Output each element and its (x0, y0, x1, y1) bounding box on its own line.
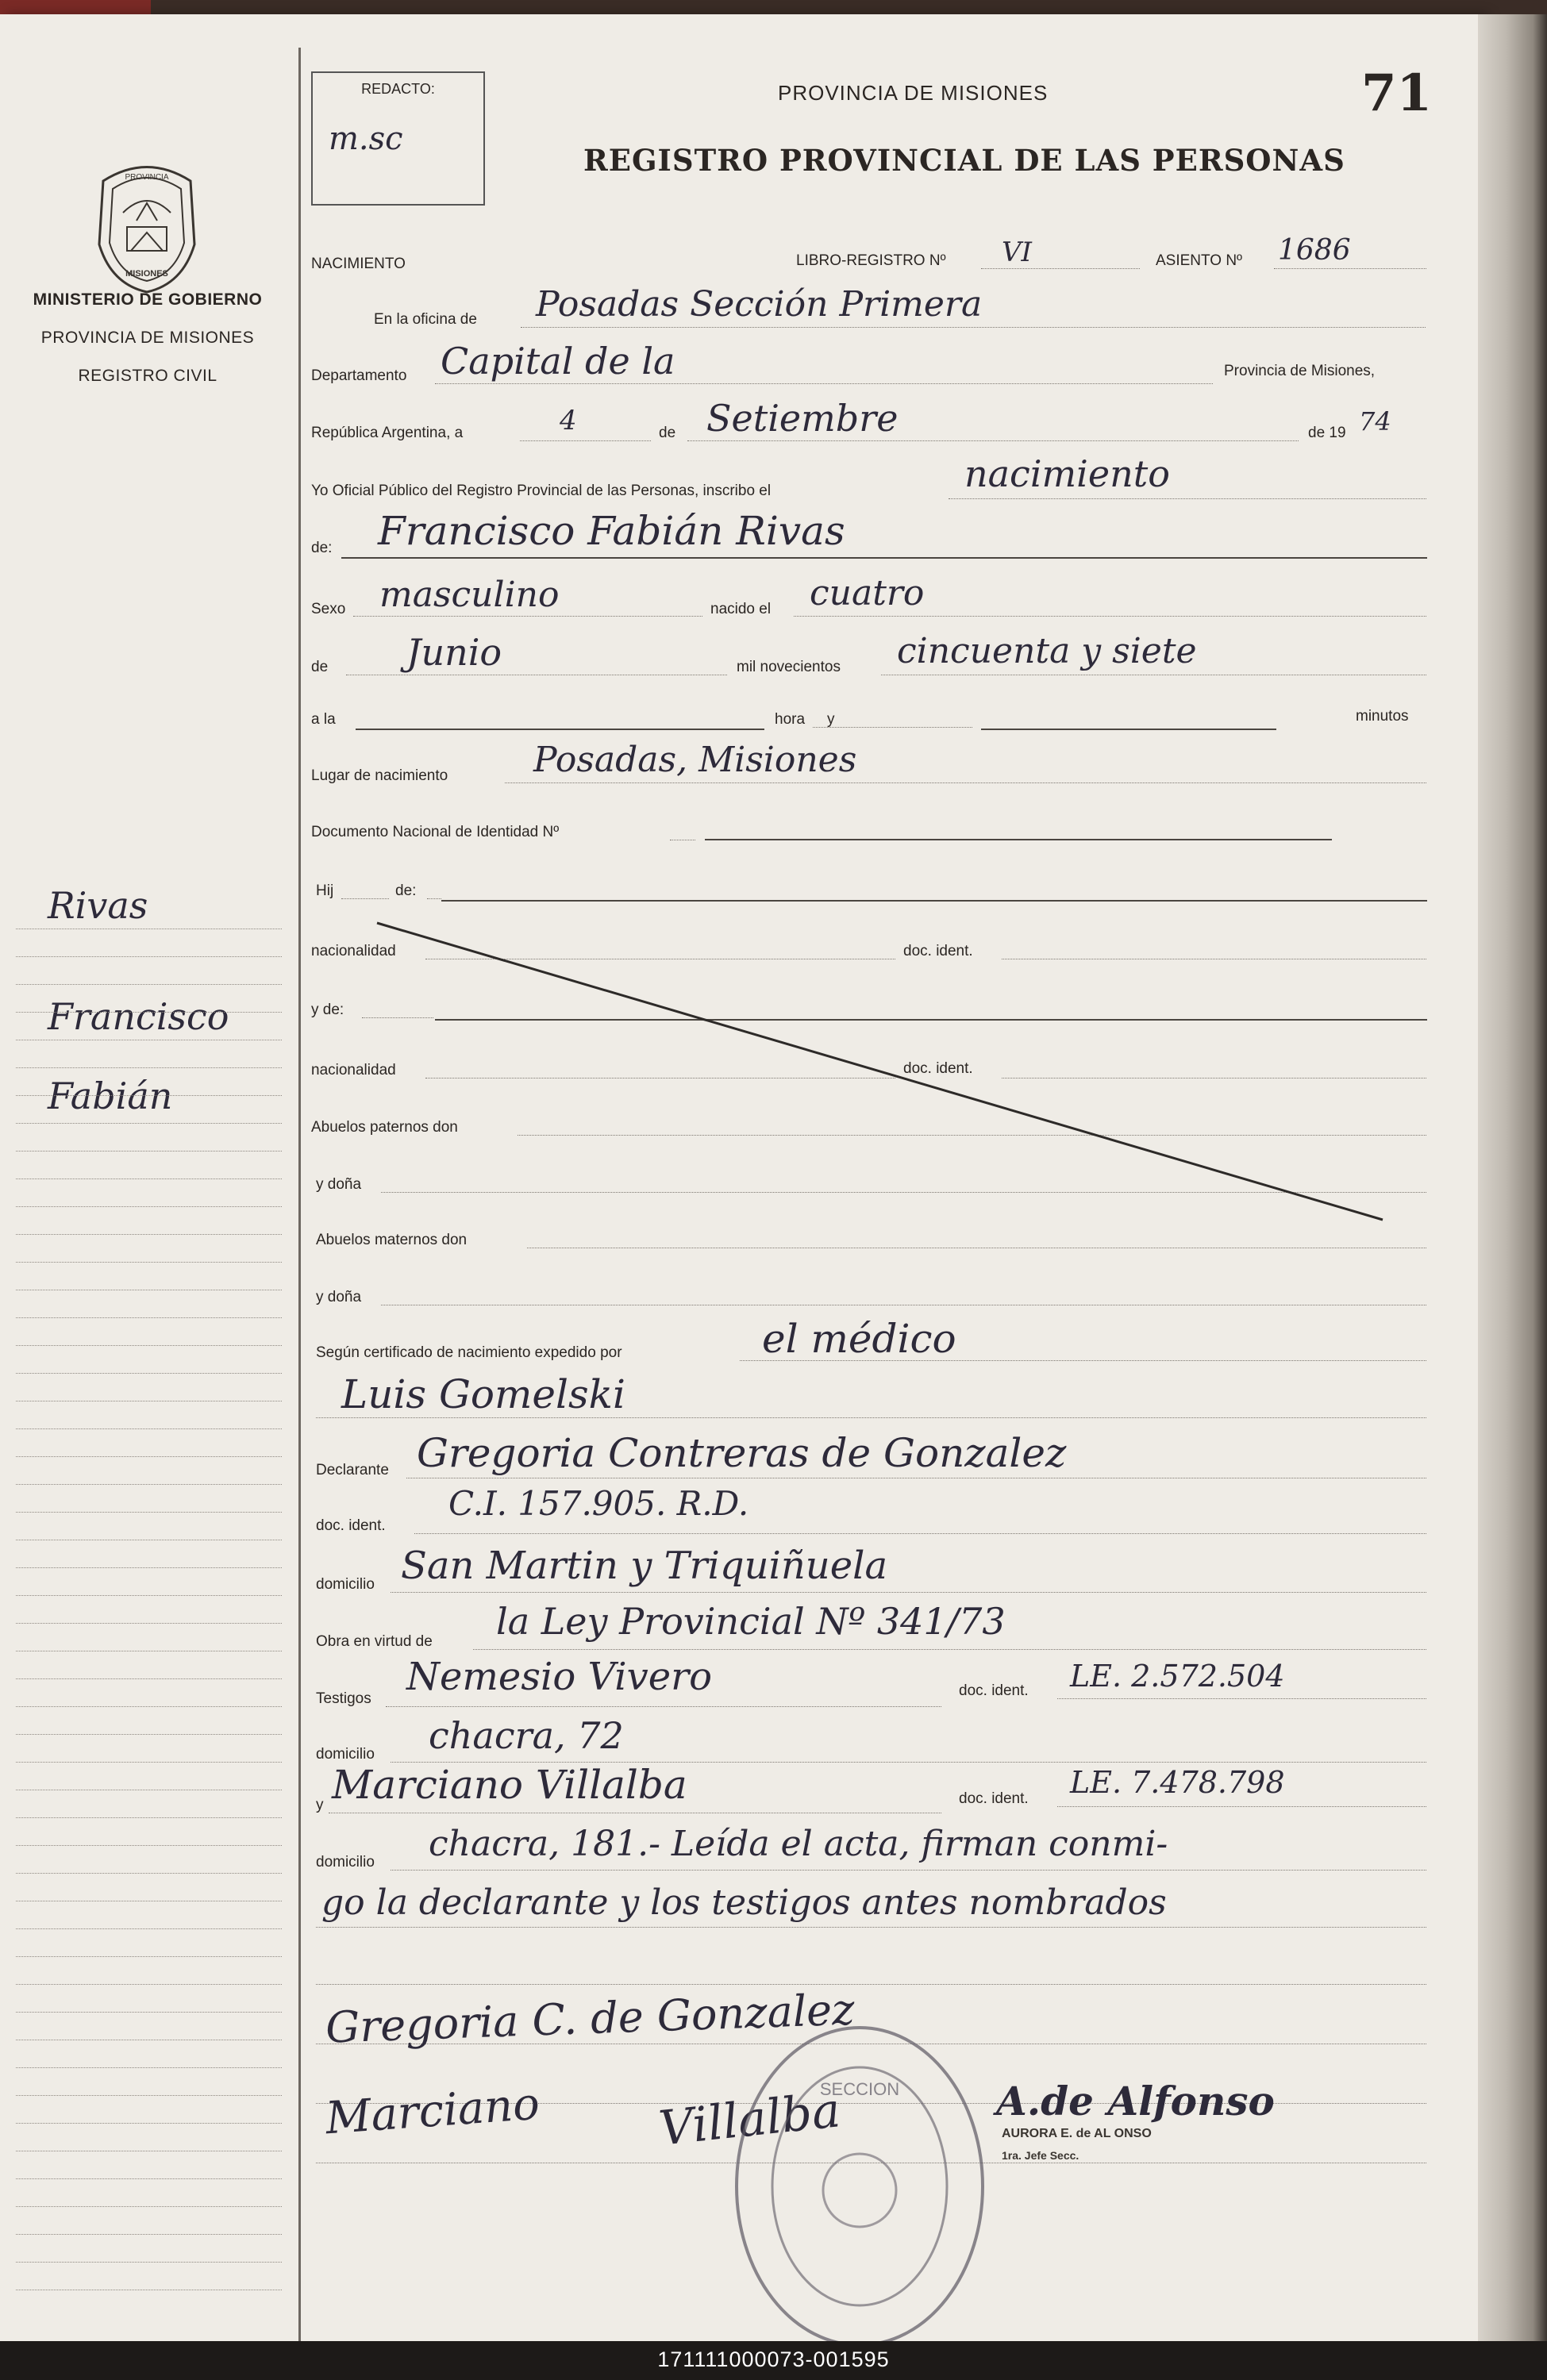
dni-label: Documento Nacional de Identidad Nº (311, 824, 560, 840)
anio-value: 74 (1359, 406, 1391, 436)
y-label: y (827, 711, 835, 728)
redacto-value: m.sc (329, 121, 403, 157)
stub-registro: REGISTRO CIVIL (78, 367, 217, 385)
registro-title: REGISTRO PROVINCIAL DE LAS PERSONAS (583, 143, 1345, 178)
declarante-label: Declarante (316, 1462, 389, 1478)
domicilio-label: domicilio (316, 1576, 375, 1593)
oficial-sello-1: AURORA E. de AL ONSO (1002, 2127, 1152, 2140)
de4-label: de: (395, 882, 417, 899)
sexo-value: masculino (379, 575, 560, 615)
firma-declarante: Gregoria C. de Gonzalez (325, 1984, 856, 2053)
firma-testigo1: Marciano (324, 2078, 541, 2145)
doc-ident2-label: doc. ident. (903, 1060, 973, 1077)
stub-provincia: PROVINCIA DE MISIONES (40, 329, 255, 347)
republica-label: República Argentina, a (311, 425, 464, 441)
y2-label: y (316, 1797, 324, 1813)
folio-number: 71 (1361, 63, 1433, 123)
stub-surname: Rivas (48, 884, 148, 927)
lugar-value: Posadas, Misiones (533, 740, 857, 780)
doc-t1-value: LE. 2.572.504 (1070, 1659, 1285, 1694)
nacido-label: nacido el (710, 601, 772, 617)
asiento-label: ASIENTO Nº (1156, 252, 1242, 269)
doc-t2-label: doc. ident. (959, 1790, 1029, 1807)
provincia-title: PROVINCIA DE MISIONES (778, 81, 1049, 105)
testigos-label: Testigos (316, 1690, 371, 1707)
firma-oficial: A.de Alfonso (996, 2078, 1275, 2124)
ydona-label: y doña (316, 1176, 362, 1193)
provincia-suffix: Provincia de Misiones, (1224, 363, 1376, 379)
testigo2-value: Marciano Villalba (332, 1762, 687, 1808)
departamento-value: Capital de la (441, 340, 675, 383)
footer-code: 171111000073-001595 (657, 2347, 890, 2371)
oficial-sello-2: 1ra. Jefe Secc. (1002, 2149, 1079, 2162)
obra-label: Obra en virtud de (316, 1633, 433, 1650)
abuelos-m-label: Abuelos maternos don (316, 1232, 468, 1248)
ala-label: a la (311, 711, 336, 728)
firma-testigo2: Villalba (656, 2082, 844, 2157)
certificado-value: el médico (762, 1316, 956, 1362)
oficial-value: nacimiento (964, 452, 1170, 495)
libro-label: LIBRO-REGISTRO Nº (796, 252, 946, 269)
lugar-label: Lugar de nacimiento (311, 767, 448, 784)
oficina-label: En la oficina de (374, 311, 477, 328)
de-label: de (659, 425, 676, 441)
seal-bottom-text: MISIONES (125, 269, 168, 279)
certificado-label: Según certificado de nacimiento expedido por (316, 1344, 622, 1361)
hij-label: Hij (316, 882, 334, 899)
cierre-value: go la declarante y los testigos antes nombrados (321, 1882, 1167, 1923)
anio-nac-value: cincuenta y siete (897, 631, 1197, 671)
nacido-value: cuatro (810, 573, 925, 613)
de3-label: de (311, 659, 329, 675)
nacimiento-label: NACIMIENTO (311, 256, 406, 272)
mil-label: mil novecientos (737, 659, 841, 675)
doc-decl-label: doc. ident. (316, 1517, 386, 1534)
stub-given-name-2: Fabián (48, 1075, 173, 1117)
ydona2-label: y doña (316, 1289, 362, 1305)
mes-value: Setiembre (706, 397, 899, 440)
nacionalidad2-label: nacionalidad (311, 1062, 396, 1078)
medico-value: Luis Gomelski (341, 1371, 625, 1417)
seal-top-text: PROVINCIA (125, 173, 169, 182)
domicilio-t1-value: chacra, 72 (429, 1714, 624, 1757)
departamento-label: Departamento (311, 367, 407, 384)
yde-label: y de: (311, 1002, 344, 1018)
nacionalidad-label: nacionalidad (311, 943, 396, 959)
doc-decl-value: C.I. 157.905. R.D. (448, 1484, 749, 1523)
de2-label: de: (311, 540, 333, 556)
domicilio-t2-value: chacra, 181.- Leída el acta, firman conmi- (429, 1824, 1168, 1864)
doc-t2-value: LE. 7.478.798 (1070, 1765, 1285, 1800)
stub-given-name-1: Francisco (48, 995, 229, 1038)
oficina-value: Posadas Sección Primera (536, 284, 983, 325)
minutos-label: minutos (1356, 708, 1409, 725)
doc-t1-label: doc. ident. (959, 1682, 1029, 1699)
hora-label: hora (775, 711, 806, 728)
testigo1-value: Nemesio Vivero (406, 1655, 713, 1699)
libro-value: VI (1002, 236, 1032, 268)
stamp-text: SECCION (819, 2079, 900, 2099)
obra-value: la Ley Provincial Nº 341/73 (496, 1600, 1006, 1643)
asiento-value: 1686 (1278, 234, 1351, 267)
domicilio-value: San Martin y Triquiñuela (401, 1544, 888, 1588)
declarante-value: Gregoria Contreras de Gonzalez (417, 1430, 1067, 1476)
domicilio-t1-label: domicilio (316, 1746, 375, 1763)
doc-ident-label: doc. ident. (903, 943, 973, 959)
oficial-label: Yo Oficial Público del Registro Provincial de las Personas, inscribo el (311, 483, 772, 499)
nombre-value: Francisco Fabián Rivas (378, 508, 845, 554)
sexo-label: Sexo (311, 601, 346, 617)
dia-value: 4 (560, 405, 577, 436)
abuelos-p-label: Abuelos paternos don (311, 1119, 458, 1136)
redacto-label: REDACTO: (361, 81, 435, 97)
anio-label: de 19 (1308, 425, 1346, 441)
mes-nac-value: Junio (406, 631, 502, 674)
domicilio-t2-label: domicilio (316, 1854, 375, 1871)
stub-ministerio: MINISTERIO DE GOBIERNO (33, 290, 263, 309)
